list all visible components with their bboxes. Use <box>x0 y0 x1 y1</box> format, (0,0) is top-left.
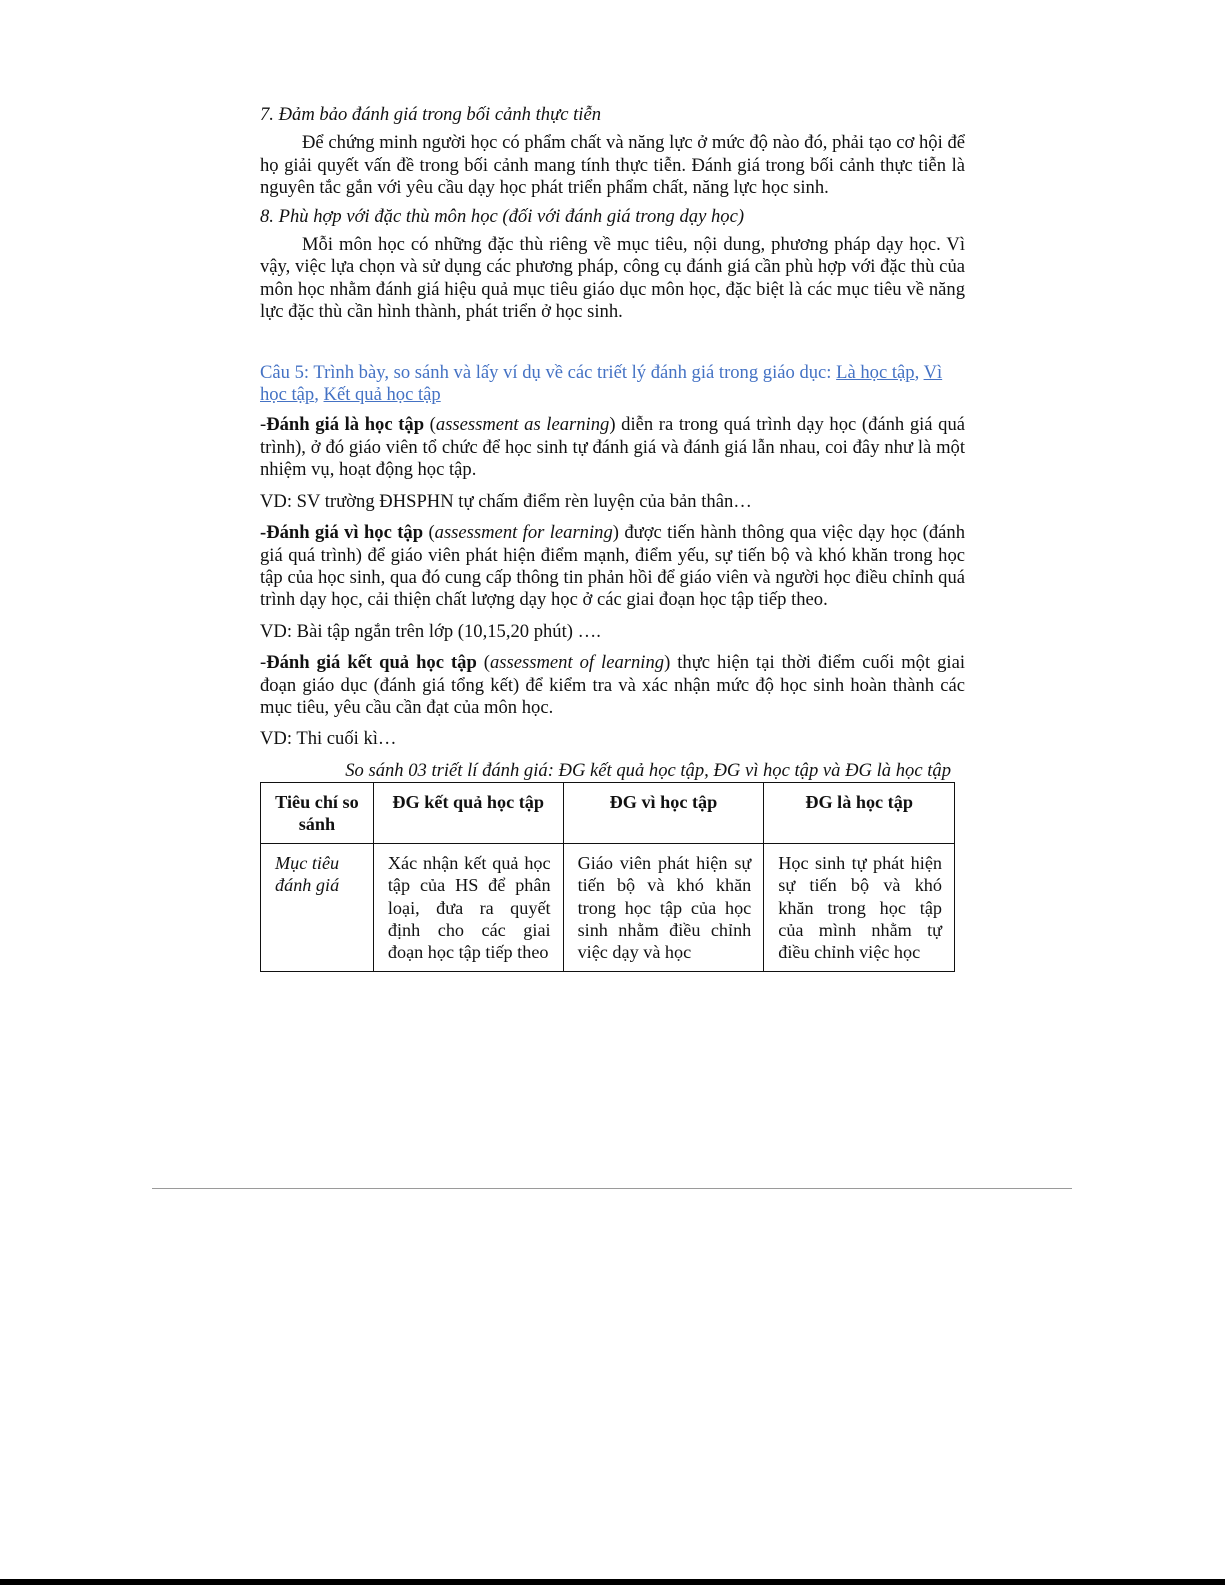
table-row <box>261 844 955 972</box>
as-learning-example: VD: SV trường ĐHSPHN tự chấm điểm rèn luyện của bản thân… <box>260 490 752 512</box>
as-learning-paragraph <box>260 414 965 481</box>
of-learning-rest: ) thực hiện tại thời điểm cuối một giai đoạn giáo dục (đánh giá tổng kết) để kiểm tra và xác nhận mức độ học sinh hoàn thành các mục tiêu, yêu cầu cần đạt của môn học. <box>260 652 966 718</box>
document-page <box>260 104 965 972</box>
table-cell: Xác nhận kết quả học tập của HS để phân loại, đưa ra quyết định cho các giai đoạn học tập tiếp theo <box>373 844 563 972</box>
section-7-body: Để chứng minh người học có phẩm chất và năng lực ở mức độ nào đó, phải tạo cơ hội để họ giải quyết vấn đề trong bối cảnh mang tính thực tiễn. Đánh giá trong bối cảnh thực tiễn là nguyên tắc gắn với yêu cầu dạy học phát triển phẩm chất, năng lực học sinh. <box>260 132 965 199</box>
of-learning-open: ( <box>476 652 490 674</box>
for-learning-example: VD: Bài tập ngắn trên lớp (10,15,20 phút) …. <box>260 620 601 642</box>
as-learning-dash: - <box>260 414 267 436</box>
page-divider <box>152 1188 1072 1189</box>
table-header-cell: ĐG vì học tập <box>563 783 764 844</box>
of-learning-english: assessment of learning <box>489 652 665 674</box>
question-5 <box>260 362 965 407</box>
for-learning-paragraph <box>260 522 965 612</box>
question-5-text: Câu 5: Trình bày, so sánh và lấy ví dụ về các triết lý đánh giá trong giáo dục: <box>260 361 837 383</box>
link-vi-hoc-tap[interactable]: Vì học tập <box>260 361 943 406</box>
table-header-row <box>261 783 955 844</box>
section-8-heading: 8. Phù hợp với đặc thù môn học (đối với đánh giá trong dạy học) <box>260 205 745 227</box>
question-sep-1: , <box>914 361 924 383</box>
of-learning-term: Đánh giá kết quả học tập <box>266 652 477 674</box>
table-cell-criterion: Mục tiêu đánh giá <box>261 844 374 972</box>
for-learning-term: -Đánh giá vì học tập <box>260 522 424 544</box>
link-ket-qua-hoc-tap[interactable]: Kết quả học tập <box>323 384 441 406</box>
table-caption: So sánh 03 triết lí đánh giá: ĐG kết quả học tập, ĐG vì học tập và ĐG là học tập <box>345 759 951 781</box>
table-header-cell: ĐG là học tập <box>764 783 955 844</box>
question-sep-2: , <box>314 384 324 406</box>
link-la-hoc-tap[interactable]: Là học tập <box>836 361 915 383</box>
section-7-heading: 7. Đảm bảo đánh giá trong bối cảnh thực tiễn <box>260 104 602 125</box>
as-learning-term: Đánh giá là học tập <box>266 414 425 436</box>
of-learning-dash: - <box>260 652 267 674</box>
as-learning-english: assessment as learning <box>435 414 610 436</box>
as-learning-open: ( <box>424 414 436 436</box>
table-cell: Giáo viên phát hiện sự tiến bộ và khó khăn trong học tập của học sinh nhằm điều chỉnh việc dạy và học <box>563 844 764 972</box>
of-learning-paragraph <box>260 652 965 719</box>
table-header-cell: ĐG kết quả học tập <box>373 783 563 844</box>
for-learning-english: assessment for learning <box>434 522 613 544</box>
section-8-body: Mỗi môn học có những đặc thù riêng về mục tiêu, nội dung, phương pháp dạy học. Vì vậy, việc lựa chọn và sử dụng các phương pháp, công cụ đánh giá cần phù hợp với đặc thù của môn học nhằm đánh giá hiệu quả mục tiêu giáo dục môn học, đặc biệt là các mục tiêu về năng lực đặc thù cần hình thành, phát triển ở học sinh. <box>260 234 965 323</box>
bottom-bar <box>0 1579 1225 1585</box>
of-learning-example: VD: Thi cuối kì… <box>260 728 397 750</box>
for-learning-open: ( <box>423 522 435 544</box>
comparison-table <box>260 782 955 972</box>
table-cell: Học sinh tự phát hiện sự tiến bộ và khó khăn trong học tập của mình nhằm tự điều chỉnh việc học <box>764 844 955 972</box>
table-header-cell: Tiêu chí so sánh <box>261 783 374 844</box>
for-learning-rest: ) được tiến hành thông qua việc dạy học (đánh giá quá trình) để giáo viên phát hiện điểm mạnh, điểm yếu, sự tiến bộ và khó khăn trong học tập của học sinh, qua đó cung cấp thông tin phản hồi để giáo viên và người học điều chỉnh quá trình dạy học, cải thiện chất lượng dạy học ở các giai đoạn học tập tiếp theo. <box>260 522 966 611</box>
as-learning-rest: ) diễn ra trong quá trình dạy học (đánh giá quá trình), ở đó giáo viên tổ chức để học sinh tự đánh giá và đánh giá lẫn nhau, coi đây như là một nhiệm vụ, hoạt động học tập. <box>260 414 966 481</box>
